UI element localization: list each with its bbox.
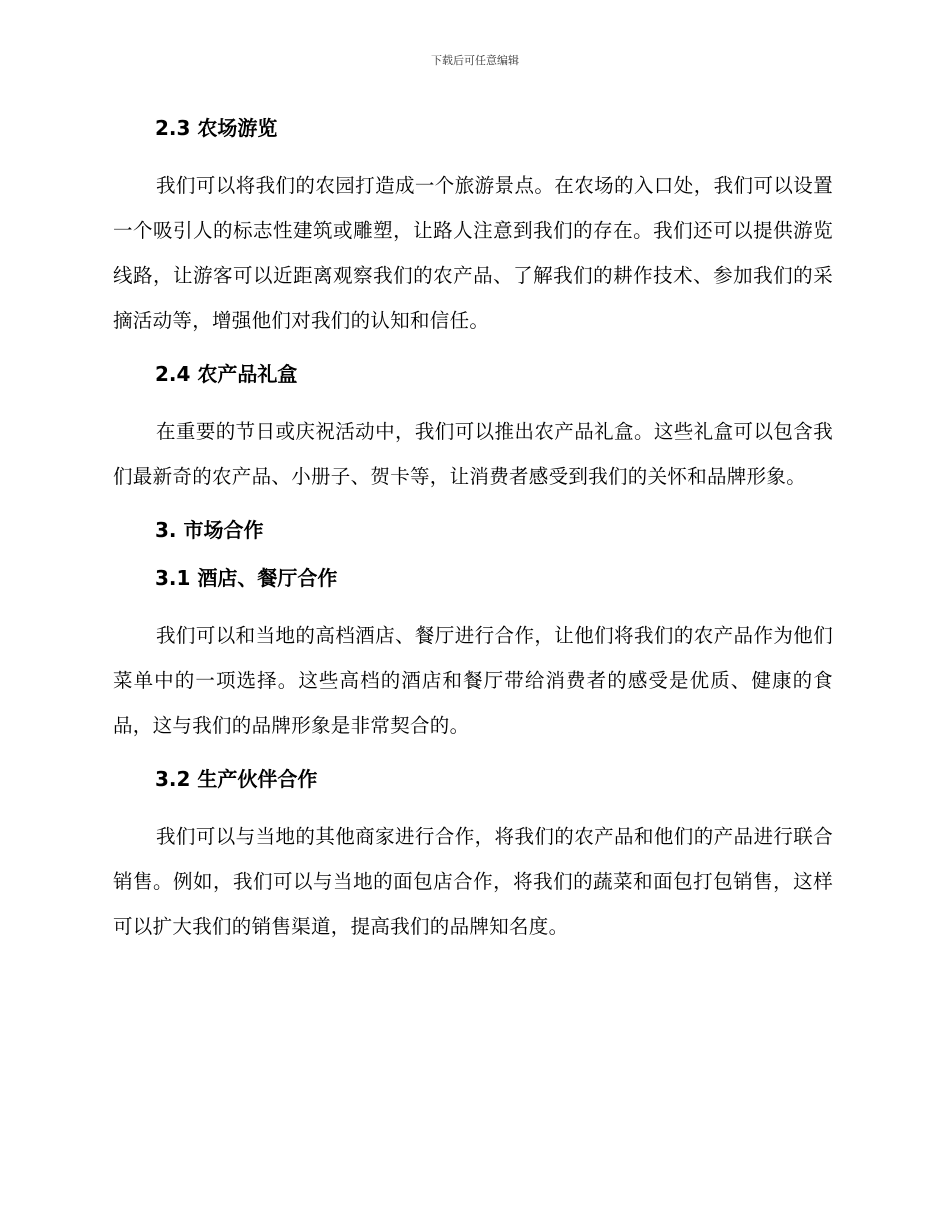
paragraph-3-1: 我们可以和当地的高档酒店、餐厅进行合作，让他们将我们的农产品作为他们菜单中的一项选择。这些高档的酒店和餐厅带给消费者的感受是优质、健康的食品，这与我们的品牌形象是非常契合的。 (113, 624, 833, 737)
header-note: 下载后可任意编辑 (431, 54, 519, 67)
heading-2-3: 2.3 农场游览 (155, 116, 278, 140)
paragraph-2-4: 在重要的节日或庆祝活动中，我们可以推出农产品礼盒。这些礼盒可以包含我们最新奇的农产品、小册子、贺卡等，让消费者感受到我们的关怀和品牌形象。 (113, 420, 833, 488)
heading-2-4: 2.4 农产品礼盒 (155, 362, 298, 386)
heading-3: 3. 市场合作 (155, 518, 264, 542)
paragraph-3-2: 我们可以与当地的其他商家进行合作，将我们的农产品和他们的产品进行联合销售。例如，我们可以与当地的面包店合作，将我们的蔬菜和面包打包销售，这样可以扩大我们的销售渠道，提高我们的品牌知名度。 (113, 825, 833, 938)
heading-3-1: 3.1 酒店、餐厅合作 (155, 566, 338, 590)
document-body (113, 112, 833, 949)
heading-3-2: 3.2 生产伙伴合作 (155, 767, 318, 791)
paragraph-2-3: 我们可以将我们的农园打造成一个旅游景点。在农场的入口处，我们可以设置一个吸引人的标志性建筑或雕塑，让路人注意到我们的存在。我们还可以提供游览线路，让游客可以近距离观察我们的农产品、了解我们的耕作技术、参加我们的采摘活动等，增强他们对我们的认知和信任。 (113, 174, 833, 332)
